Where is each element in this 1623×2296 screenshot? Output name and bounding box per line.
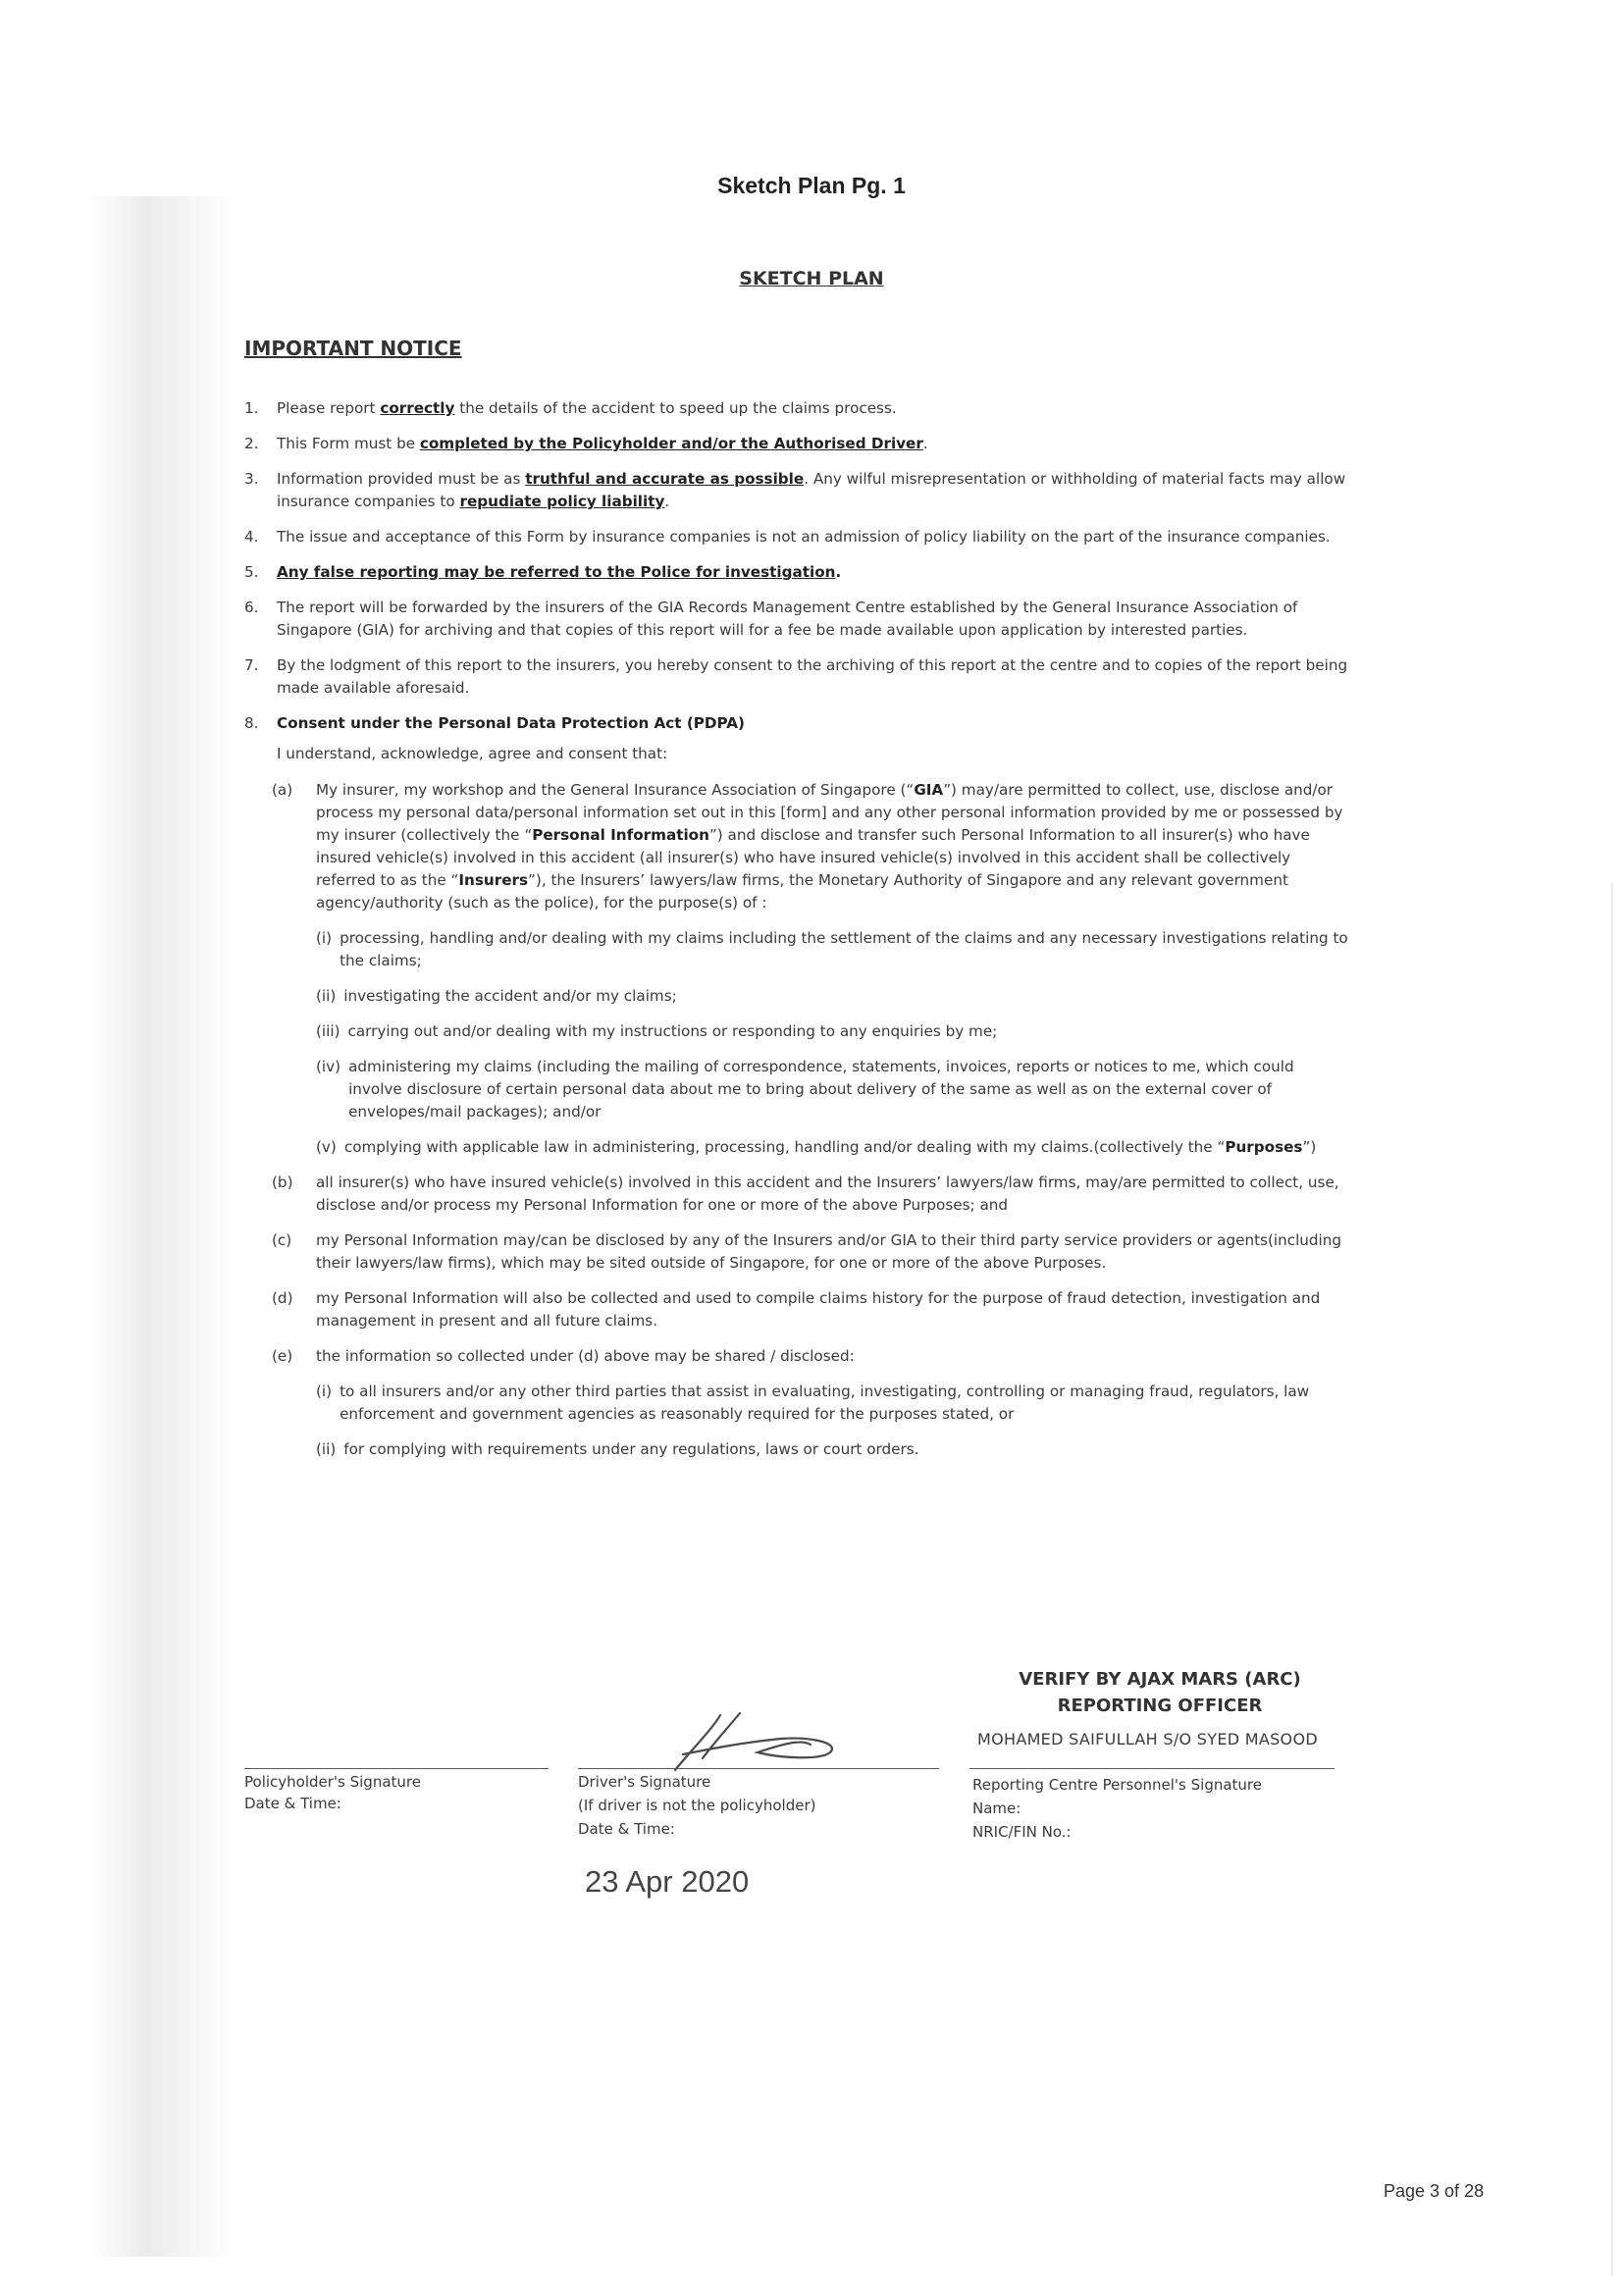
date-value: 23 Apr 2020 <box>585 1864 750 1899</box>
driver-signature-block <box>578 1771 815 1840</box>
roman-label: (i) <box>316 1383 333 1400</box>
policyholder-signature-block <box>244 1771 421 1814</box>
item-number: 1. <box>244 399 259 417</box>
scan-shading <box>88 196 236 2257</box>
item-number: 3. <box>244 470 259 488</box>
text: By the lodgment of this report to the insurers, you hereby consent to the archiving of this report at the centre and to copies of the report being made available aforesaid. <box>277 656 1348 697</box>
notice-item-5 <box>244 561 1348 584</box>
text: The report will be forwarded by the insurers of the GIA Records Management Centre established by the General Insurance Association of Singapore (GIA) for archiving and that copies of this report will for a fee be made available upon application by interested parties. <box>277 599 1298 639</box>
policyholder-signature-label: Policyholder's Signature <box>244 1773 421 1791</box>
text: ”), the Insurers’ lawyers/law firms, the Monetary Authority of Singapore and any relevant government agency/authority (such as the police), for the purpose(s) of : <box>316 871 1288 912</box>
text: for complying with requirements under any regulations, laws or court orders. <box>343 1440 919 1458</box>
item-number: 4. <box>244 528 259 546</box>
emphasis: completed by the Policyholder and/or the Authorised Driver <box>419 435 923 452</box>
emphasis: Any false reporting may be referred to the Police for investigation <box>277 563 836 581</box>
text: administering my claims (including the mailing of correspondence, statements, invoices, reports or notices to me, which could involve disclosure of certain personal data about me to bring about delivery of the same as well as on the external cover of envelopes/mail packages); and/or <box>348 1058 1294 1121</box>
pdpa-clause-a <box>272 779 1348 914</box>
text: . <box>835 563 842 581</box>
text: carrying out and/or dealing with my instructions or responding to any enquiries by me; <box>347 1022 998 1040</box>
driver-signature-line <box>578 1768 939 1769</box>
roman-label: (iii) <box>316 1022 340 1040</box>
text: complying with applicable law in administering, processing, handling and/or dealing with my claims.(collectively the “ <box>343 1138 1226 1156</box>
clause-a-iii <box>316 1020 1348 1043</box>
policyholder-signature-line <box>244 1768 549 1769</box>
item-number: 6. <box>244 599 259 616</box>
defined-term: GIA <box>914 781 944 799</box>
reporting-officer-label: REPORTING OFFICER <box>1057 1696 1263 1716</box>
notice-item-6 <box>244 597 1348 642</box>
text: Information provided must be as <box>277 470 526 488</box>
text: My insurer, my workshop and the General Insurance Association of Singapore (“ <box>316 781 915 799</box>
verify-block <box>964 1666 1356 1719</box>
clause-e-ii <box>316 1438 1348 1461</box>
text: . <box>664 493 670 510</box>
verify-line: VERIFY BY AJAX MARS (ARC) <box>1019 1669 1301 1690</box>
emphasis: correctly <box>380 399 455 417</box>
defined-term: Personal Information <box>532 826 709 844</box>
text: the details of the accident to speed up the claims process. <box>454 399 897 417</box>
text: the information so collected under (d) above may be shared / disclosed: <box>316 1347 855 1365</box>
pdpa-clause-d <box>272 1287 1348 1332</box>
text: my Personal Information will also be collected and used to compile claims history for the purpose of fraud detection, investigation and management in present and all future claims. <box>316 1289 1321 1330</box>
notice-item-2 <box>244 433 1348 455</box>
centre-name-label: Name: <box>972 1800 1021 1817</box>
driver-note: (If driver is not the policyholder) <box>578 1797 816 1814</box>
roman-label: (ii) <box>316 1440 337 1458</box>
defined-term: Insurers <box>458 871 529 889</box>
page-header-title: Sketch Plan Pg. 1 <box>717 173 906 198</box>
scan-edge <box>1611 883 1613 2276</box>
text: to all insurers and/or any other third parties that assist in evaluating, investigating, controlling or managing fraud, regulators, law enforcement and government agencies as reasonably required for the purposes stated, or <box>340 1383 1310 1423</box>
clause-label: (b) <box>272 1174 293 1191</box>
centre-signature-label: Reporting Centre Personnel's Signature <box>972 1776 1262 1794</box>
clause-label: (d) <box>272 1289 293 1307</box>
clause-a-ii <box>316 985 1348 1008</box>
notice-item-7 <box>244 654 1348 700</box>
clause-a-v <box>316 1136 1348 1159</box>
roman-label: (iv) <box>316 1058 341 1075</box>
text: processing, handling and/or dealing with my claims including the settlement of the claims and any necessary investigations relating to the claims; <box>340 929 1348 969</box>
clause-label: (c) <box>272 1231 292 1249</box>
text: investigating the accident and/or my claims; <box>343 987 677 1005</box>
driver-date-label: Date & Time: <box>578 1820 675 1838</box>
clause-a-iv <box>316 1056 1348 1123</box>
notice-item-3 <box>244 468 1348 513</box>
clause-label: (e) <box>272 1347 293 1365</box>
emphasis: truthful and accurate as possible <box>525 470 805 488</box>
text: . Any wilful misrepresentation or withholding of material facts may allow insurance companies to <box>277 470 1346 510</box>
centre-signature-block <box>972 1774 1262 1843</box>
important-notice-heading: IMPORTANT NOTICE <box>244 337 462 360</box>
notice-item-1 <box>244 397 1348 420</box>
policyholder-date-label: Date & Time: <box>244 1795 341 1812</box>
item-number: 2. <box>244 435 259 452</box>
clause-e-i <box>316 1381 1348 1426</box>
item-number: 7. <box>244 656 259 674</box>
pdpa-clause-e <box>272 1345 1348 1368</box>
text: . <box>922 435 928 452</box>
roman-label: (v) <box>316 1138 337 1156</box>
document-title: SKETCH PLAN <box>739 268 884 289</box>
text: all insurer(s) who have insured vehicle(s) involved in this accident and the Insurers’ lawyers/law firms, may/are permitted to collect, use, disclose and/or process my Personal Information for one or more of the above Purposes; and <box>316 1174 1339 1214</box>
text: ”) and disclose and transfer such Personal Information to all insurer(s) who have insured vehicle(s) involved in this accident (all insurer(s) who have insured vehicle(s) involved in this accident shall be collectively referred to as the “ <box>316 826 1310 889</box>
pdpa-clause-c <box>272 1229 1348 1275</box>
clause-a-i <box>316 927 1348 972</box>
text: This Form must be <box>277 435 420 452</box>
page-number: Page 3 of 28 <box>1384 2181 1485 2201</box>
clause-label: (a) <box>272 781 293 799</box>
pdpa-title: Consent under the Personal Data Protection Act (PDPA) <box>277 714 745 732</box>
roman-label: (i) <box>316 929 333 947</box>
notice-body <box>244 397 1348 1474</box>
item-number: 8. <box>244 714 259 732</box>
centre-nric-label: NRIC/FIN No.: <box>972 1823 1072 1841</box>
text: ”) may/are permitted to collect, use, disclose and/or process my personal data/personal information set out in this [form] and any other personal information provided by me or possessed by my insurer (collectively the “ <box>316 781 1343 844</box>
item-number: 5. <box>244 563 259 581</box>
defined-term: Purposes <box>1225 1138 1303 1156</box>
text: ”) <box>1302 1138 1317 1156</box>
text: The issue and acceptance of this Form by insurance companies is not an admission of policy liability on the part of the insurance companies. <box>277 528 1331 546</box>
pdpa-clause-b <box>272 1172 1348 1217</box>
centre-signature-line <box>969 1768 1335 1769</box>
roman-label: (ii) <box>316 987 337 1005</box>
emphasis: repudiate policy liability <box>459 493 665 510</box>
notice-item-4 <box>244 526 1348 548</box>
notice-item-8 <box>244 712 1348 735</box>
pdpa-intro: I understand, acknowledge, agree and consent that: <box>277 745 668 762</box>
driver-signature-label: Driver's Signature <box>578 1773 711 1791</box>
text: my Personal Information may/can be disclosed by any of the Insurers and/or GIA to their third party service providers or agents(including their lawyers/law firms), which may be sited outside of Singapore, for one or more of the above Purposes. <box>316 1231 1342 1272</box>
officer-name: MOHAMED SAIFULLAH S/O SYED MASOOD <box>977 1730 1318 1748</box>
text: Please report <box>277 399 381 417</box>
